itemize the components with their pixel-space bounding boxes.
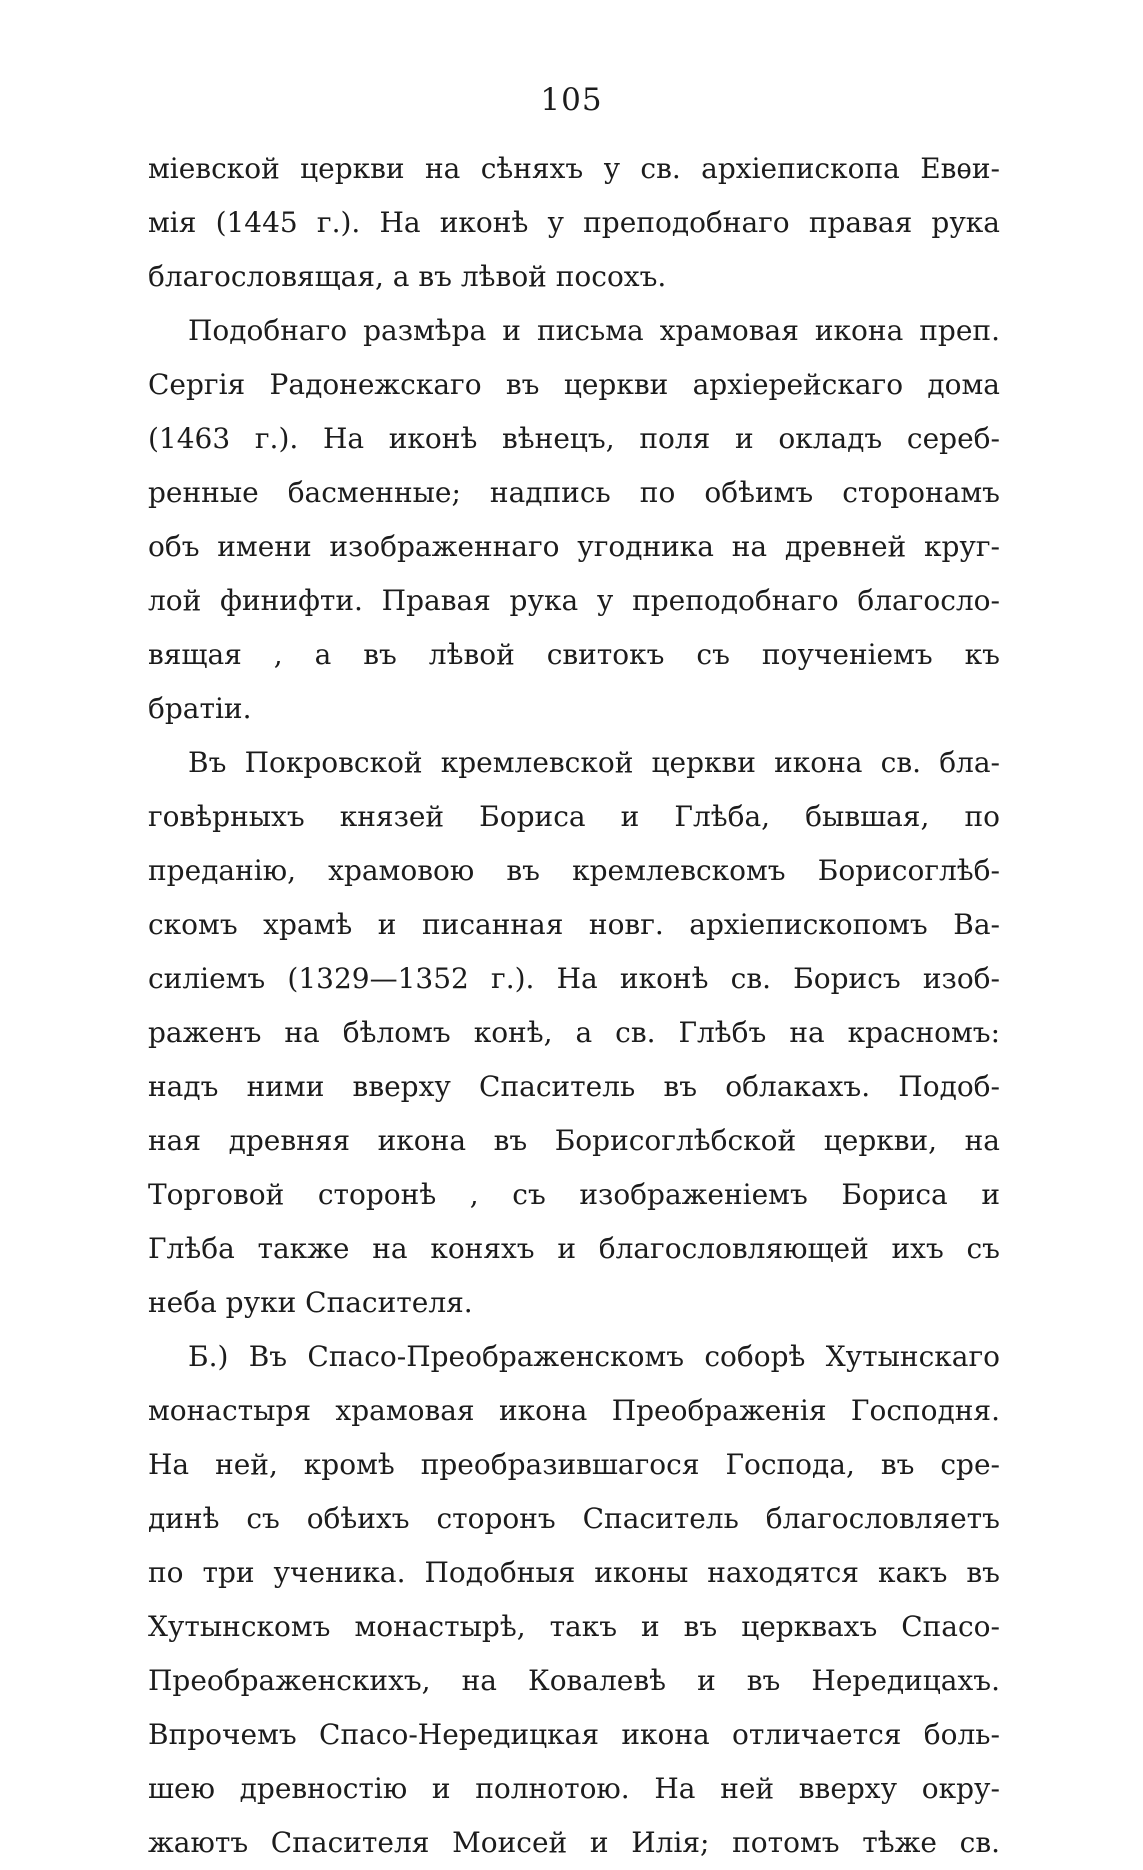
- text-line: говѣрныхъ князей Бориса и Глѣба, бывшая, по: [148, 800, 1000, 833]
- text-line: Б.) Въ Спасо-Преображенскомъ соборѣ Хутынскаго: [188, 1340, 1000, 1373]
- text-line: Хутынскомъ монастырѣ, такъ и въ церквахъ Спасо-: [148, 1610, 1000, 1643]
- text-line: по три ученика. Подобныя иконы находятся какъ въ: [148, 1556, 1000, 1589]
- text-line: динѣ съ обѣихъ сторонъ Спаситель благословляетъ: [148, 1502, 1000, 1535]
- text-line: Преображенскихъ, на Ковалевѣ и въ Нередицахъ.: [148, 1664, 1000, 1697]
- text-line: На ней, кромѣ преобразившагося Господа, въ сре-: [148, 1448, 1000, 1481]
- text-line: силіемъ (1329—1352 г.). На иконѣ св. Борисъ изоб-: [148, 962, 1000, 995]
- text-line: жаютъ Спасителя Моисей и Илія; потомъ тѣже св.: [148, 1826, 1000, 1859]
- text-line: шею древностію и полнотою. На ней вверху окру-: [148, 1772, 1000, 1805]
- text-line: братіи.: [148, 692, 252, 725]
- text-line: ренные басменные; надпись по обѣимъ сторонамъ: [148, 476, 1000, 509]
- text-line: скомъ храмѣ и писанная новг. архіепископомъ Ва-: [148, 908, 1000, 941]
- text-line: объ имени изображеннаго угодника на древней круг-: [148, 530, 1000, 563]
- text-line: мія (1445 г.). На иконѣ у преподобнаго правая рука: [148, 206, 1000, 239]
- text-line: благословящая, а въ лѣвой посохъ.: [148, 260, 667, 293]
- text-line: преданію, храмовою въ кремлевскомъ Борисоглѣб-: [148, 854, 1000, 887]
- text-line: неба руки Спасителя.: [148, 1286, 473, 1319]
- text-line: ная древняя икона въ Борисоглѣбской церкви, на: [148, 1124, 1000, 1157]
- page-number: 105: [540, 82, 603, 118]
- text-line: вящая , а въ лѣвой свитокъ съ поученіемъ къ: [148, 638, 1000, 671]
- text-line: надъ ними вверху Спаситель въ облакахъ. Подоб-: [148, 1070, 1000, 1103]
- body-text: [148, 142, 1000, 1870]
- text-line: лой финифти. Правая рука у преподобнаго благосло-: [148, 584, 1000, 617]
- text-line: Глѣба также на коняхъ и благословляющей ихъ съ: [148, 1232, 1000, 1265]
- text-line: (1463 г.). На иконѣ вѣнецъ, поля и окладъ сереб-: [148, 422, 1000, 455]
- text-line: раженъ на бѣломъ конѣ, а св. Глѣбъ на красномъ:: [148, 1016, 1000, 1049]
- text-line: Подобнаго размѣра и письма храмовая икона преп.: [188, 314, 1000, 347]
- text-line: Въ Покровской кремлевской церкви икона св. бла-: [188, 746, 1000, 779]
- text-line: Сергія Радонежскаго въ церкви архіерейскаго дома: [148, 368, 1000, 401]
- text-line: монастыря храмовая икона Преображенія Господня.: [148, 1394, 1000, 1427]
- text-line: Впрочемъ Спасо-Нередицкая икона отличается боль-: [148, 1718, 1000, 1751]
- text-line: міевской церкви на сѣняхъ у св. архіепископа Евѳи-: [148, 152, 1000, 185]
- text-line: Торговой сторонѣ , съ изображеніемъ Бориса и: [148, 1178, 1000, 1211]
